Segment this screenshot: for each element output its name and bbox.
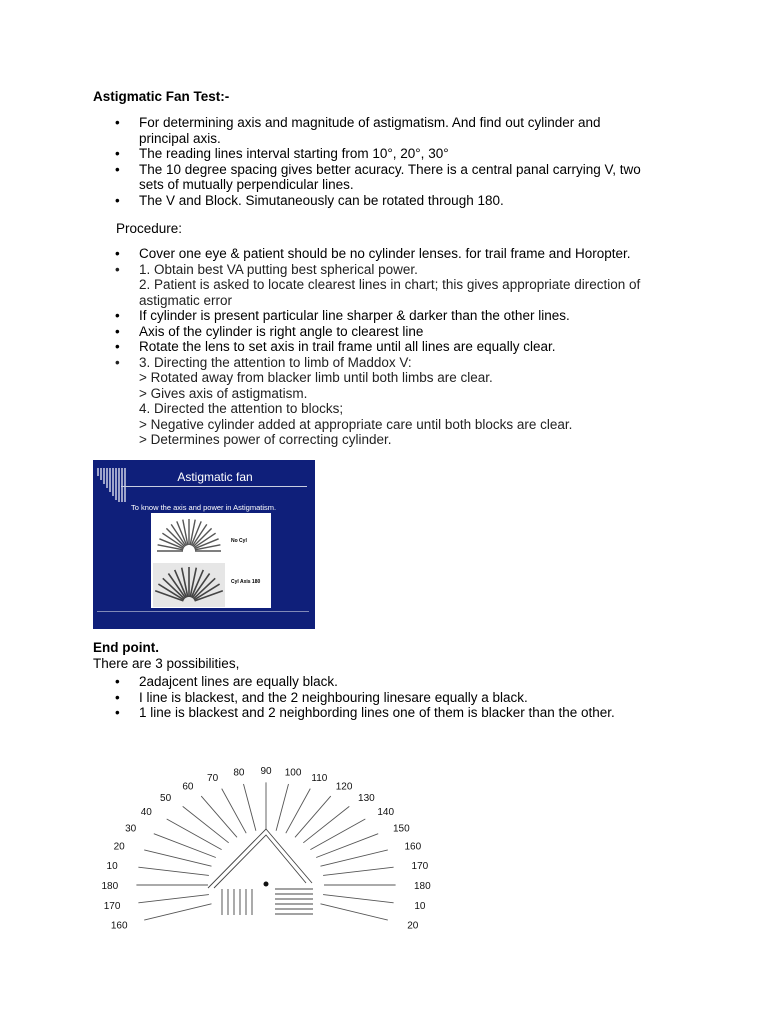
bullet-mark: • — [115, 323, 120, 339]
list-item — [115, 324, 675, 340]
slide-fan-drawings — [151, 513, 271, 608]
list-item-text: 1 line is blackest and 2 neighbording lines one of them is blacker than the other. — [139, 705, 615, 720]
fan-angle-label: 180 — [413, 881, 431, 892]
fan-angle-label: 130 — [358, 792, 375, 804]
bullet-mark: • — [115, 689, 120, 705]
section-heading-astigmatic-fan-test: Astigmatic Fan Test:- — [93, 89, 230, 104]
vertical-block — [222, 889, 252, 915]
procedure-label: Procedure: — [116, 221, 183, 236]
list-item-text: Axis of the cylinder is right angle to clearest line — [139, 323, 424, 339]
fan-angle-label: 160 — [404, 841, 422, 853]
slide-label-no-cyl: No Cyl — [231, 538, 247, 544]
list-item-text: principal axis. — [139, 130, 221, 146]
bullet-mark: • — [115, 161, 120, 177]
bullet-mark: • — [115, 115, 120, 130]
fan-angle-label: 180 — [101, 881, 119, 892]
fan-angle-label: 20 — [407, 920, 419, 930]
slide-label-cyl-axis: Cyl Axis 180 — [231, 579, 261, 585]
horizontal-block — [275, 889, 313, 914]
list-item-text: 1. Obtain best VA putting best spherical power. — [139, 261, 418, 277]
fan-angle-label: 90 — [260, 766, 272, 777]
fan-angle-label: 140 — [377, 807, 395, 819]
list-item — [115, 705, 675, 721]
fan-ray — [323, 895, 394, 903]
list-item-text: Rotate the lens to set axis in trail frame until all lines are equally clear. — [139, 339, 556, 354]
bullet-mark: • — [115, 339, 120, 354]
list-item-text: > Negative cylinder added at appropriate care until both blocks are clear. — [139, 416, 573, 432]
fan-ray — [295, 796, 331, 837]
list-item-text: 2. Patient is asked to locate clearest lines in chart; this gives appropriate direction of — [139, 277, 641, 292]
maddox-v — [208, 829, 312, 888]
fan-angle-label: 50 — [160, 792, 172, 804]
bullet-mark: • — [115, 674, 120, 689]
fan-ray — [323, 867, 394, 875]
end-point-bullet-list — [115, 674, 675, 721]
list-item-text: I line is blackest, and the 2 neighbouring linesare equally a black. — [139, 689, 528, 705]
fan-angle-label: 120 — [335, 781, 353, 793]
fan-ray — [222, 789, 247, 834]
slide-bottom-rule — [97, 611, 309, 612]
list-item-text: sets of mutually perpendicular lines. — [139, 177, 354, 192]
fan-angle-label: 170 — [411, 861, 429, 872]
list-item-text: > Rotated away from blacker limb until both limbs are clear. — [139, 370, 493, 385]
list-item — [115, 690, 675, 706]
list-item — [115, 246, 675, 262]
fan-ray — [183, 806, 229, 842]
slide-fan-panel — [151, 513, 271, 608]
fan-angle-label: 70 — [207, 772, 219, 784]
bullet-mark: • — [115, 246, 120, 261]
list-item-text: > Determines power of correcting cylinder. — [139, 432, 392, 447]
fan-ray — [154, 834, 216, 858]
list-item-text: astigmatic error — [139, 292, 233, 308]
fan-ray — [316, 834, 378, 858]
list-item-text: 3. Directing the attention to limb of Maddox V: — [139, 354, 412, 370]
fan-angle-label: 160 — [110, 920, 128, 930]
fan-angle-label: 10 — [106, 861, 118, 872]
fan-ray — [303, 806, 349, 842]
list-item — [115, 146, 675, 162]
list-item-text: The V and Block. Simutaneously can be rotated through 180. — [139, 192, 504, 208]
slide-subtitle: To know the axis and power in Astigmatism. — [131, 503, 277, 512]
procedure-bullet-list — [115, 246, 675, 448]
fan-angle-label: 10 — [414, 901, 426, 912]
slide-title-rule — [121, 486, 307, 487]
slide-title: Astigmatic fan — [177, 470, 253, 484]
fan-ray — [138, 895, 209, 903]
list-item — [115, 193, 675, 209]
astigmatic-fan-chart — [90, 765, 450, 930]
fan-ray — [167, 819, 222, 850]
bullet-mark: • — [115, 146, 120, 161]
bullet-mark: • — [115, 308, 120, 323]
fan-angle-label: 80 — [233, 767, 245, 779]
bullet-mark: • — [115, 354, 120, 370]
list-item-text: Cover one eye & patient should be no cylinder lenses. for trail frame and Horopter. — [139, 246, 631, 261]
list-item — [115, 115, 675, 146]
fan-ray — [286, 789, 311, 834]
fan-ray — [244, 784, 256, 831]
fan-ray — [138, 867, 209, 875]
astigmatic-fan-slide-image — [93, 460, 315, 629]
list-item — [115, 162, 675, 193]
list-item — [115, 262, 675, 309]
fan-ray — [276, 784, 288, 831]
fan-angle-label: 40 — [140, 807, 152, 819]
bullet-mark: • — [115, 705, 120, 720]
fan-angle-label: 150 — [392, 823, 410, 835]
list-item — [115, 674, 675, 690]
list-item — [115, 308, 675, 324]
fan-ray — [201, 796, 237, 837]
bullet-mark: • — [115, 192, 120, 208]
fan-angle-label: 110 — [311, 772, 328, 784]
fan-center-dot — [264, 882, 269, 887]
end-point-intro: There are 3 possibilities, — [93, 656, 240, 671]
bullet-mark: • — [115, 261, 120, 277]
list-item — [115, 355, 675, 448]
fan-ray — [321, 904, 388, 920]
fan-angle-label: 60 — [182, 781, 194, 793]
list-item-text: For determining axis and magnitude of astigmatism. And find out cylinder and — [139, 115, 601, 130]
fan-angle-label: 20 — [113, 841, 125, 853]
list-item — [115, 339, 675, 355]
section-heading-end-point: End point. — [93, 640, 159, 655]
list-item-text: 2adajcent lines are equally black. — [139, 674, 338, 689]
astigmatic-fan-bullet-list — [115, 115, 675, 208]
fan-angle-label: 170 — [103, 901, 121, 912]
fan-angle-label: 100 — [284, 767, 302, 779]
list-item-text: > Gives axis of astigmatism. — [139, 385, 308, 401]
list-item-text: The reading lines interval starting from 10°, 20°, 30° — [139, 146, 449, 161]
fan-ray — [310, 819, 365, 850]
fan-ray — [144, 904, 211, 920]
list-item-text: 4. Directed the attention to blocks; — [139, 401, 344, 416]
fan-angle-label: 30 — [125, 823, 137, 835]
list-item-text: If cylinder is present particular line sharper & darker than the other lines. — [139, 308, 570, 323]
list-item-text: The 10 degree spacing gives better acuracy. There is a central panal carrying V, two — [139, 161, 641, 177]
